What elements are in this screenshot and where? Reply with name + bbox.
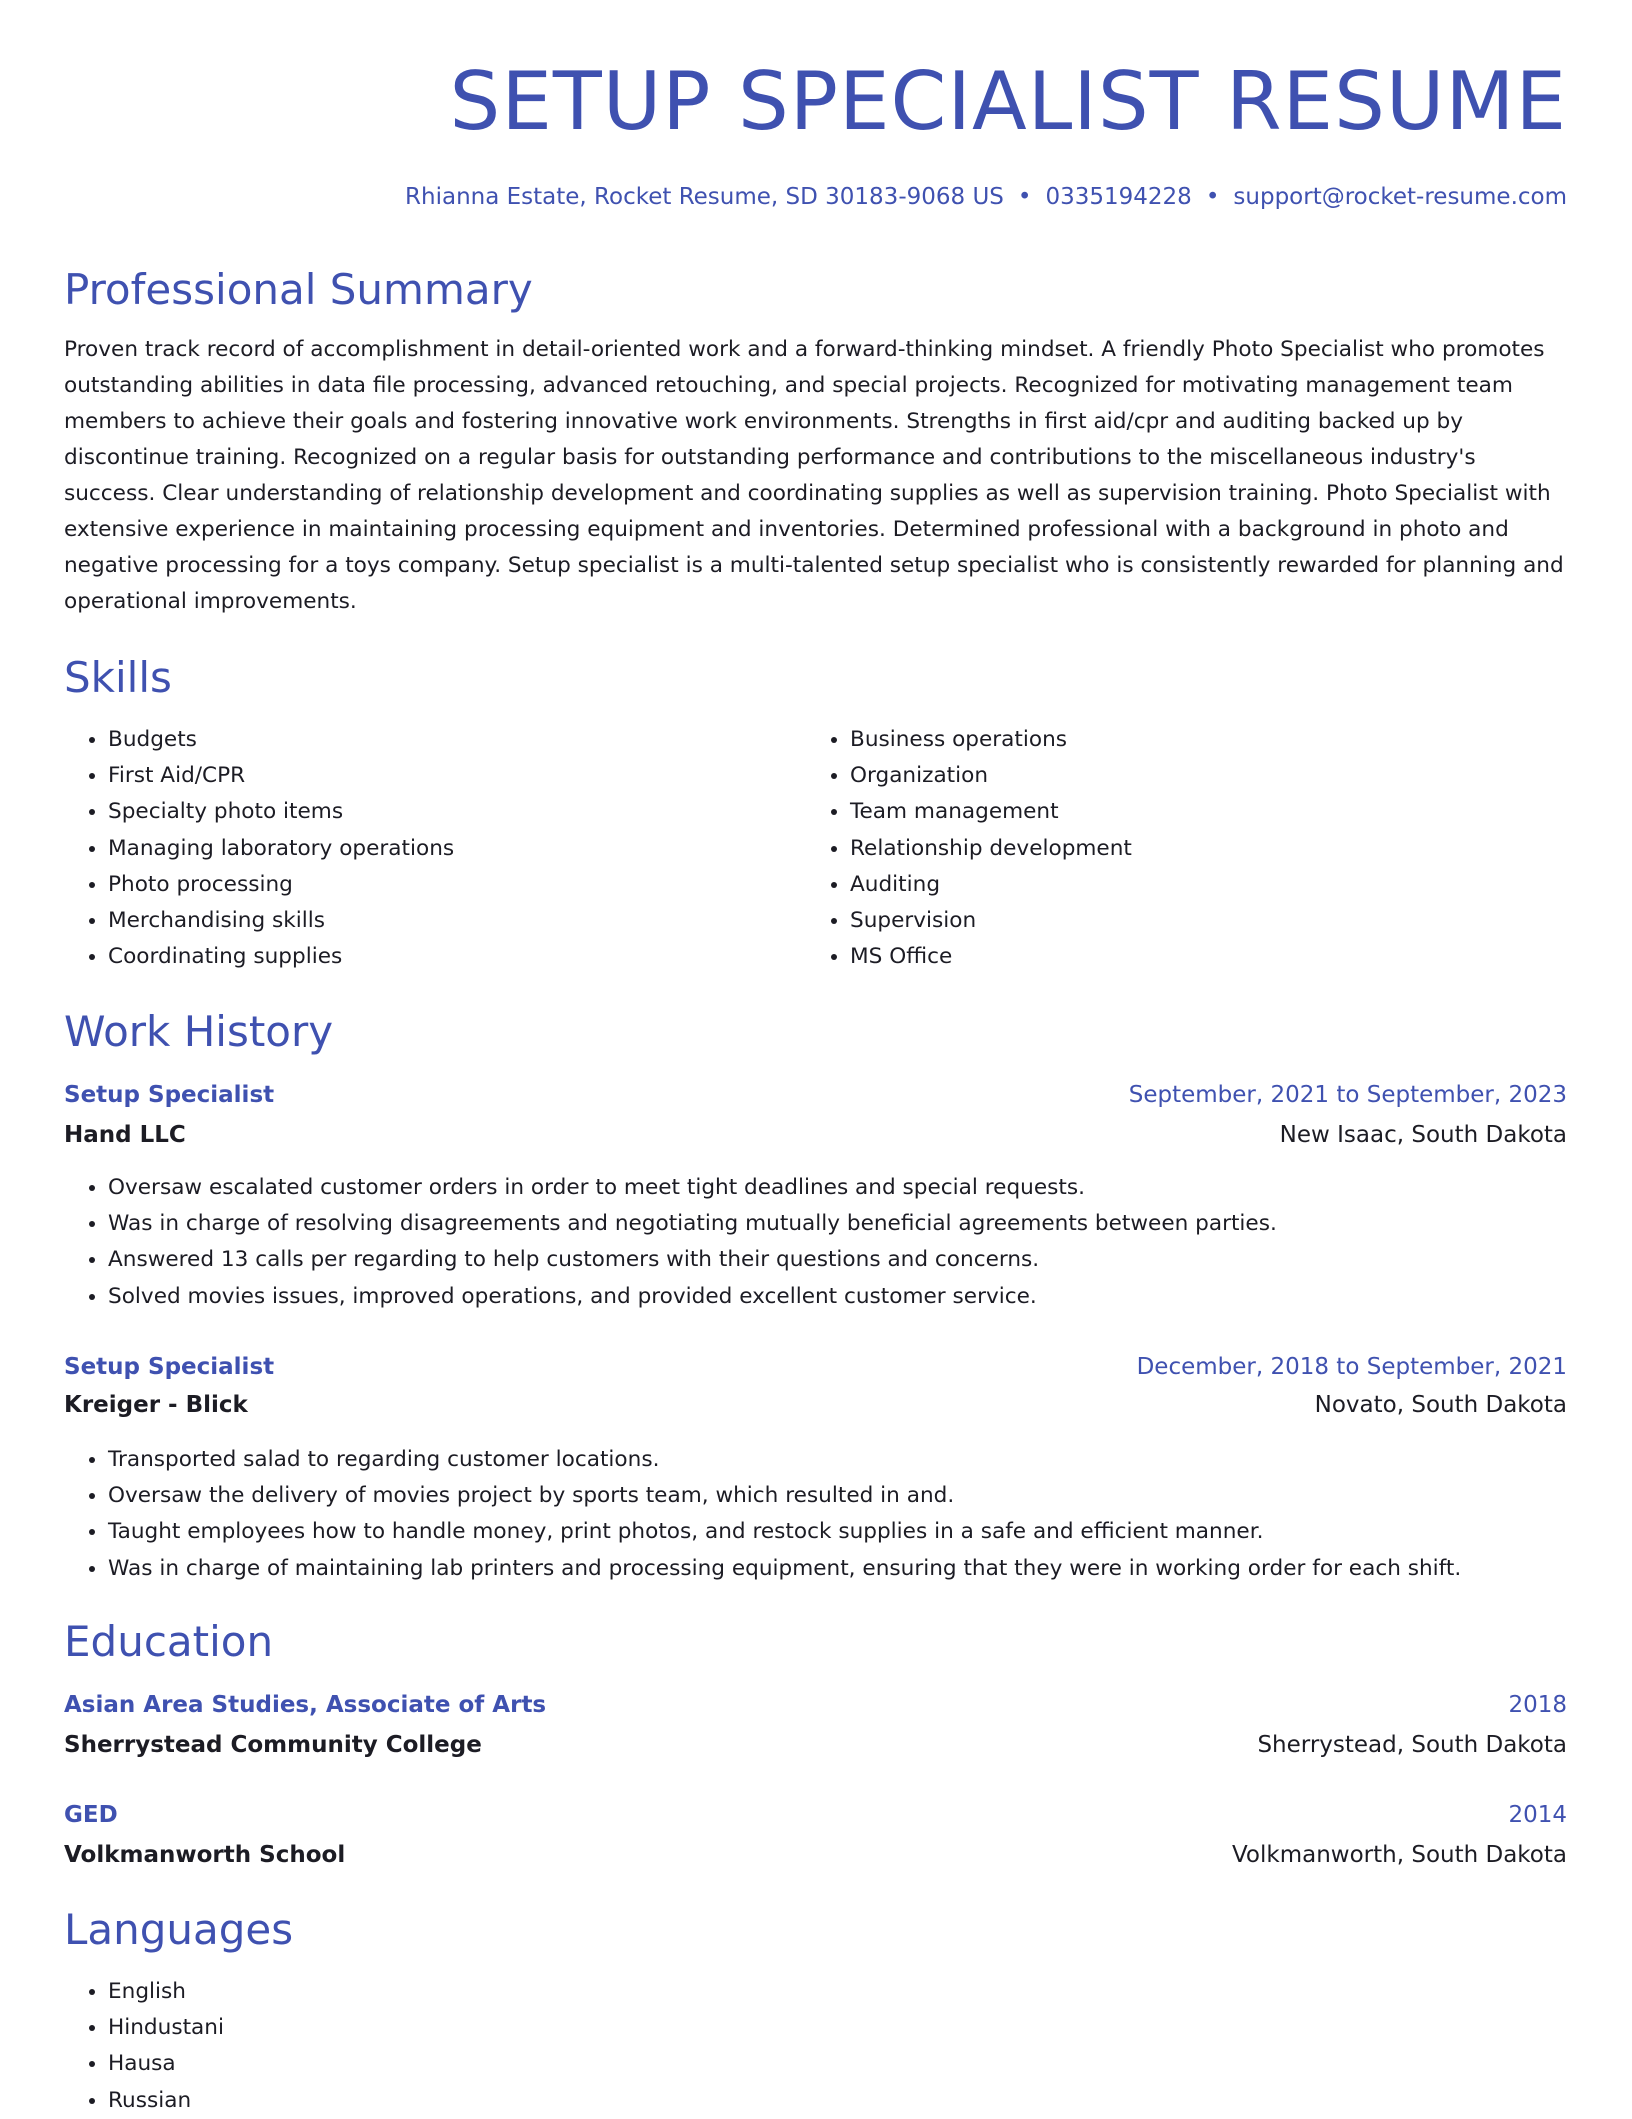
education-header — [64, 1796, 1567, 1834]
skills-list-right — [806, 722, 1550, 975]
skill-item: • Auditing — [850, 867, 1550, 903]
contact-address: Rhianna Estate, Rocket Resume, SD 30183-9068 US — [405, 184, 1004, 210]
skill-item: • Photo processing — [108, 867, 808, 903]
skill-item: • MS Office — [850, 939, 1550, 975]
summary-text: Proven track record of accomplishment in detail-oriented work and a forward-thinking mindset. A friendly Photo Specialist who promotes outstanding abilities in data file processing, advanced retouching, and special projects. Recognized for motivating management team members to achieve their goals and fostering innovative work environments. Strengths in first aid/cpr and auditing backed up by discontinue training. Recognized on a regular basis for outstanding performance and contributions to the miscellaneous industry's success. Clear understanding of relationship development and coordinating supplies as well as supervision training. Photo Specialist with extensive experience in maintaining processing equipment and inventories. Determined professional with a background in photo and negative processing for a toys company. Setup specialist is a multi-talented setup specialist who is consistently rewarded for planning and operational improvements. — [64, 337, 1564, 614]
job-bullets — [64, 1170, 1568, 1315]
contact-line — [405, 178, 1567, 216]
education-heading: Education — [64, 1617, 274, 1666]
job-bullet: • Oversaw escalated customer orders in order to meet tight deadlines and special requests. — [108, 1170, 1568, 1206]
contact-email[interactable]: support@rocket-resume.com — [1233, 184, 1567, 210]
job-company-row — [64, 1116, 1567, 1154]
skill-item: • Budgets — [108, 722, 808, 758]
job-bullet: • Solved movies issues, improved operations, and provided excellent customer service. — [108, 1279, 1568, 1315]
job-company: Hand LLC — [64, 1122, 186, 1148]
education-degree: Asian Area Studies, Associate of Arts — [64, 1692, 547, 1718]
job-header — [64, 1076, 1567, 1114]
job-title: Setup Specialist — [64, 1082, 275, 1108]
education-year: 2018 — [1508, 1692, 1567, 1718]
resume-title: SETUP SPECIALIST RESUME — [449, 55, 1567, 148]
education-school: Volkmanworth School — [64, 1842, 346, 1868]
separator-dot: • — [1205, 184, 1220, 210]
skill-item: • Relationship development — [850, 831, 1550, 867]
languages-list — [64, 1974, 708, 2119]
language-item: • Hindustani — [108, 2010, 708, 2046]
skill-item: • Merchandising skills — [108, 903, 808, 939]
job-bullet: • Taught employees how to handle money, print photos, and restock supplies in a safe and efficient manner. — [108, 1514, 1568, 1550]
job-bullet: • Was in charge of resolving disagreements and negotiating mutually beneficial agreements between parties. — [108, 1206, 1568, 1242]
job-bullet: • Answered 13 calls per regarding to help customers with their questions and concerns. — [108, 1242, 1568, 1278]
skill-item: • Team management — [850, 794, 1550, 830]
education-header — [64, 1686, 1567, 1724]
job-location: Novato, South Dakota — [1314, 1392, 1567, 1418]
skill-item: • Organization — [850, 758, 1550, 794]
skill-item: • First Aid/CPR — [108, 758, 808, 794]
skills-list-left — [64, 722, 808, 975]
skills-heading: Skills — [64, 653, 172, 702]
job-company-row — [64, 1386, 1567, 1424]
education-location: Sherrystead, South Dakota — [1257, 1732, 1567, 1758]
job-dates: September, 2021 to September, 2023 — [1128, 1082, 1567, 1108]
job-header — [64, 1348, 1567, 1386]
job-location: New Isaac, South Dakota — [1279, 1122, 1567, 1148]
job-company: Kreiger - Blick — [64, 1392, 248, 1418]
education-degree: GED — [64, 1802, 118, 1828]
language-item: • English — [108, 1974, 708, 2010]
job-bullet: • Transported salad to regarding customer locations. — [108, 1442, 1568, 1478]
education-year: 2014 — [1508, 1802, 1567, 1828]
education-school: Sherrystead Community College — [64, 1732, 482, 1758]
job-dates: December, 2018 to September, 2021 — [1136, 1354, 1567, 1380]
education-school-row — [64, 1836, 1567, 1874]
language-item: • Russian — [108, 2083, 708, 2119]
contact-phone[interactable]: 0335194228 — [1045, 184, 1192, 210]
work-heading: Work History — [64, 1007, 334, 1056]
job-bullet: • Was in charge of maintaining lab printers and processing equipment, ensuring that they were in working order for each shift. — [108, 1551, 1568, 1587]
skill-item: • Specialty photo items — [108, 794, 808, 830]
summary-heading: Professional Summary — [64, 265, 533, 314]
skill-item: • Business operations — [850, 722, 1550, 758]
job-title: Setup Specialist — [64, 1354, 275, 1380]
skill-item: • Supervision — [850, 903, 1550, 939]
skill-item: • Managing laboratory operations — [108, 831, 808, 867]
job-bullets — [64, 1442, 1568, 1587]
skill-item: • Coordinating supplies — [108, 939, 808, 975]
separator-dot: • — [1017, 184, 1032, 210]
education-school-row — [64, 1726, 1567, 1764]
languages-heading: Languages — [64, 1905, 294, 1954]
education-location: Volkmanworth, South Dakota — [1231, 1842, 1567, 1868]
job-bullet: • Oversaw the delivery of movies project by sports team, which resulted in and. — [108, 1478, 1568, 1514]
language-item: • Hausa — [108, 2046, 708, 2082]
